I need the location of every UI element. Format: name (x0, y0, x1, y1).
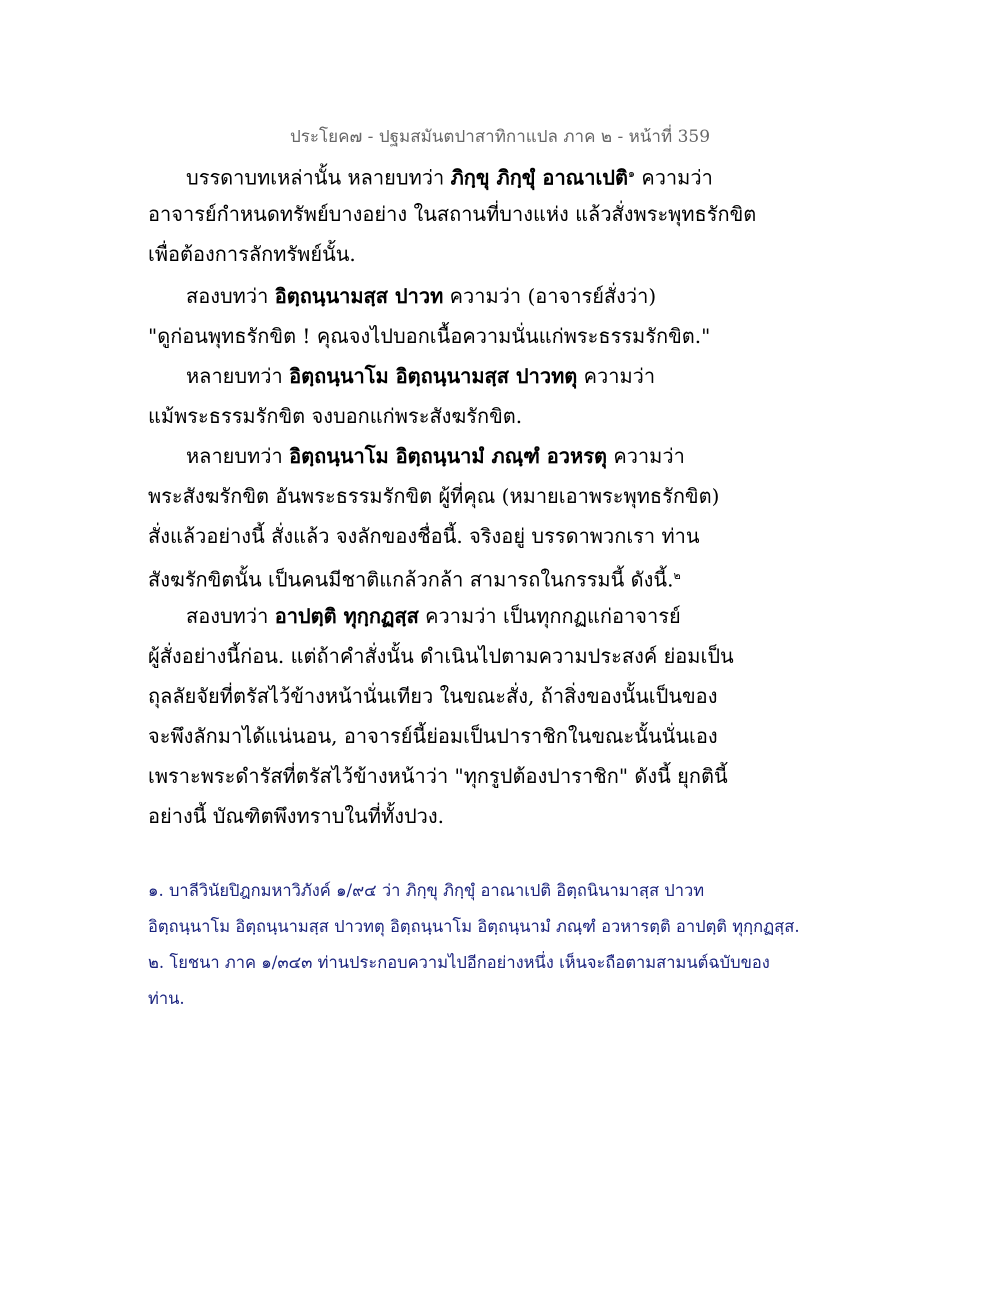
text-run: ความว่า (577, 364, 656, 388)
text-run: สองบทว่า (186, 604, 275, 628)
paragraph-2-line-1 (186, 282, 886, 310)
paragraph-1-line-3: เพื่อต้องการลักทรัพย์นั้น. (148, 242, 356, 266)
text-run: บรรดาบทเหล่านั้น หลายบทว่า (186, 165, 451, 190)
text-run: หลายบทว่า (186, 444, 290, 468)
text-run: หลายบทว่า (186, 364, 290, 388)
paragraph-3-line-2: แม้พระธรรมรักขิต จงบอกแก่พระสังฆรักขิต. (148, 404, 523, 428)
text-run: สังฆรักขิตนั้น เป็นคนมีชาติแกล้วกล้า สามารถในกรรมนี้ ดังนี้. (148, 567, 674, 592)
text-run: ความว่า (อาจารย์สั่งว่า) (443, 284, 657, 308)
page-header: ประโยค๗ - ปฐมสมันตปาสาทิกาแปล ภาค ๒ - หน้าที่ 359 (289, 127, 711, 147)
text-run: ความว่า (606, 444, 685, 468)
paragraph-5-line-3: ถุลลัยจัยที่ตรัสไว้ข้างหน้านั่นเทียว ในขณะสั่ง, ถ้าสิ่งของนั้นเป็นของ (148, 684, 718, 708)
paragraph-2-line-2: "ดูก่อนพุทธรักขิต ! คุณจงไปบอกเนื้อความนั่นแก่พระธรรมรักขิต." (148, 324, 711, 348)
paragraph-1-line-1 (186, 160, 886, 192)
paragraph-4-line-3: สั่งแล้วอย่างนี้ สั่งแล้ว จงลักของชื่อนี้. จริงอยู่ บรรดาพวกเรา ท่าน (148, 524, 700, 548)
footnote-marker-2: ๒ (673, 569, 681, 582)
paragraph-5-line-4: จะพึงลักมาได้แน่นอน, อาจารย์นี้ย่อมเป็นปาราชิกในขณะนั้นนั่นเอง (148, 724, 718, 748)
footnote-marker-1: ๑ (627, 167, 635, 180)
pali-term: อาปตฺติ ทุกฺกฏสฺส (274, 604, 419, 628)
paragraph-4-line-1 (186, 442, 886, 470)
text-run: ความว่า เป็นทุกกฏแก่อาจารย์ (418, 604, 681, 628)
paragraph-5-line-2: ผู้สั่งอย่างนี้ก่อน. แต่ถ้าคำสั่งนั้น ดำเนินไปตามความประสงค์ ย่อมเป็น (148, 644, 734, 668)
pali-term: อิตฺถนฺนามสฺส ปาวท (274, 284, 444, 308)
footnote-2-line-1: ๒. โยชนา ภาค ๑/๓๔๓ ท่านประกอบความไปอีกอย่างหนึ่ง เห็นจะถือตามสามนต์ฉบับของ (148, 953, 770, 972)
paragraph-5-line-6: อย่างนี้ บัณฑิตพึงทราบในที่ทั้งปวง. (148, 804, 445, 828)
text-run: ความว่า (634, 165, 713, 190)
paragraph-5-line-5: เพราะพระดำรัสที่ตรัสไว้ข้างหน้าว่า "ทุกรูปต้องปาราชิก" ดังนี้ ยุกตินี้ (148, 764, 728, 788)
pali-term: ภิกฺขุ ภิกฺขุํ อาณาเปติ (450, 165, 628, 190)
paragraph-1-line-2: อาจารย์กำหนดทรัพย์บางอย่าง ในสถานที่บางแห่ง แล้วสั่งพระพุทธรักขิต (148, 202, 757, 226)
footnote-1-line-1: ๑. บาลีวินัยปิฎกมหาวิภังค์ ๑/๙๔ ว่า ภิกฺขุ ภิกฺขุํ อาณาเปติ อิตฺถนินามาสฺส ปาวท (148, 881, 705, 900)
footnote-1-line-2: อิตฺถนฺนาโม อิตฺถนฺนามสฺส ปาวทตุ อิตฺถนฺนาโม อิตฺถนฺนามํ ภณฺฑํ อวหารตฺติ อาปตฺติ ทุกฺกฏสฺส. (148, 917, 800, 936)
paragraph-3-line-1 (186, 362, 886, 390)
paragraph-5-line-1 (186, 602, 886, 630)
footnote-2-line-2: ท่าน. (148, 989, 185, 1008)
pali-term: อิตฺถนฺนาโม อิตฺถนฺนามสฺส ปาวทตุ (289, 364, 578, 388)
text-run: สองบทว่า (186, 284, 275, 308)
paragraph-4-line-4 (148, 562, 848, 594)
paragraph-4-line-2: พระสังฆรักขิต อันพระธรรมรักขิต ผู้ที่คุณ (หมายเอาพระพุทธรักขิต) (148, 484, 720, 508)
pali-term: อิตฺถนฺนาโม อิตฺถนฺนามํ ภณฺฑํ อวหรตุ (289, 444, 607, 468)
